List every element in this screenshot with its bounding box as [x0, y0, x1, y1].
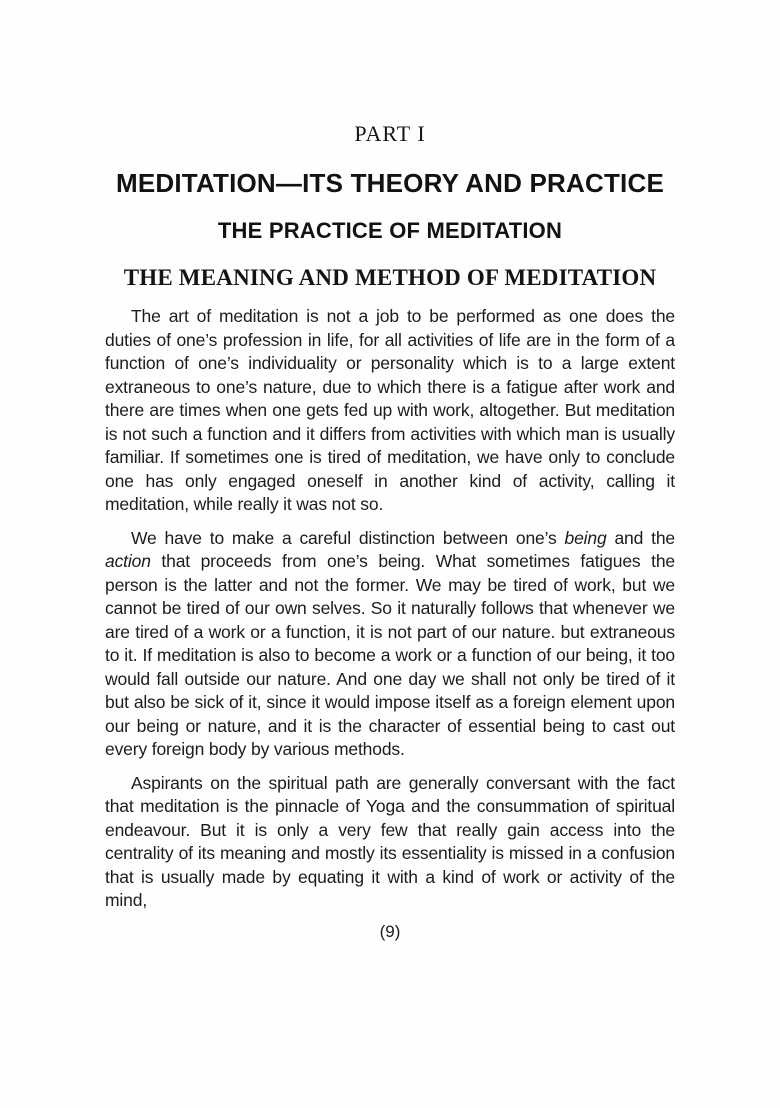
italic-text: being: [564, 527, 607, 548]
text-column: [105, 123, 675, 940]
text-segment: that proceeds from one’s being. What sometimes fatigues the person is the latter and not the former. We may be tired of work, but we cannot be tired of our own selves. So it naturally follows that whenever we are tired of a work or a function, it is not part of our nature. but extraneous to it. If meditation is also to become a work or a function of our being, it too would fall outside our nature. And one day we shall not only be tired of it but also be sick of it, since it would impose itself as a foreign element upon our being or nature, and it is the character of essential being to cast out every foreign body by various methods.: [105, 551, 675, 759]
text-segment: Aspirants on the spiritual path are generally conversant with the fact that meditation is the pinnacle of Yoga and the consummation of spiritual endeavour. But it is only a very few that really gain access into the centrality of its meaning and mostly its essentiality is missed in a confusion that is usually made by equating it with a kind of work or activity of the mind,: [105, 772, 675, 910]
text-segment: The art of meditation is not a job to be performed as one does the duties of one’s profession in life, for all activities of life are in the form of a function of one’s individuality or personality which is to a large extent extraneous to one’s nature, due to which there is a fatigue after work and there are times when one gets fed up with work, altogether. But meditation is not such a function and it differs from activities with which man is usually familiar. If sometimes one is tired of meditation, we have only to conclude one has only engaged oneself in another kind of activity, calling it meditation, while really it was not so.: [105, 306, 675, 514]
text-segment: We have to make a careful distinction between one’s: [131, 527, 565, 548]
paragraph: [105, 305, 675, 517]
page-number: (9): [379, 921, 401, 941]
paragraph: [105, 772, 675, 913]
book-main-title: MEDITATION—ITS THEORY AND PRACTICE: [116, 168, 664, 198]
italic-text: action: [105, 551, 151, 571]
part-label: PART I: [354, 121, 426, 146]
paragraph: [105, 527, 675, 762]
section-heading: THE MEANING AND METHOD OF MEDITATION: [123, 265, 657, 290]
chapter-title: THE PRACTICE OF MEDITATION: [217, 218, 563, 243]
text-segment: and the: [606, 527, 675, 548]
body-text: [105, 305, 675, 913]
